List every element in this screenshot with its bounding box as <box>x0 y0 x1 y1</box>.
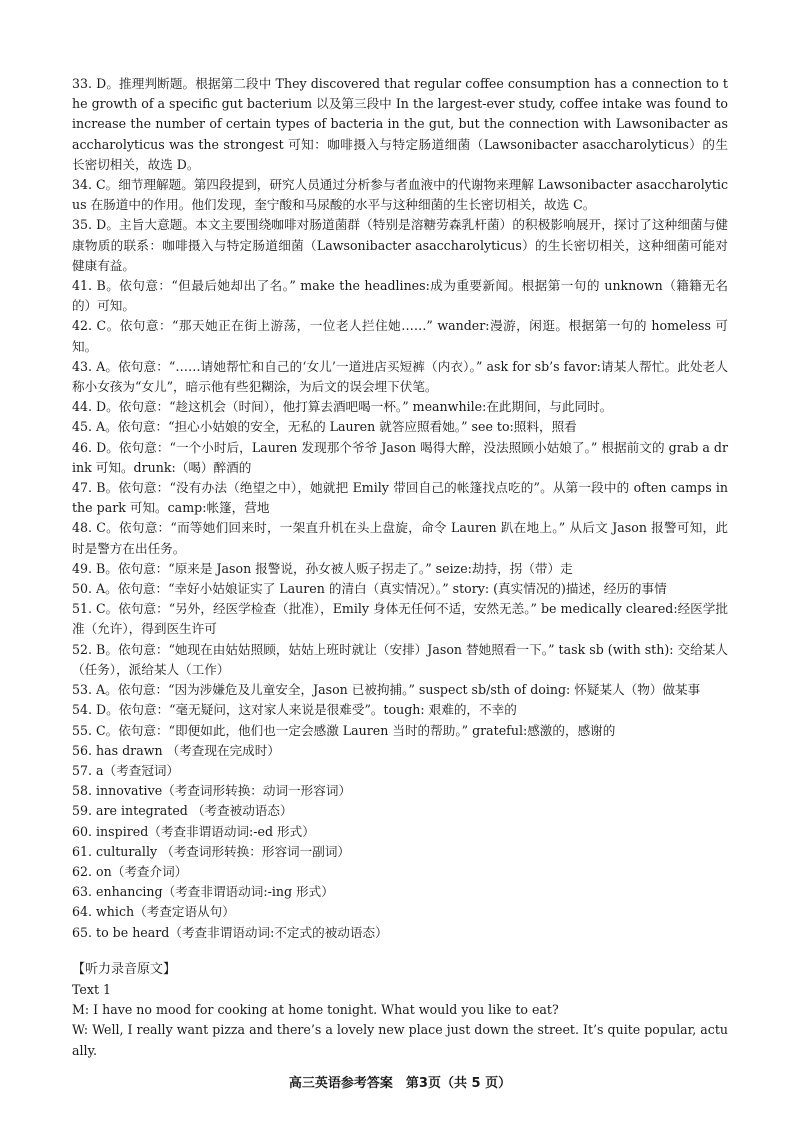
answer-52: 52. B。依句意：“她现在由姑姑照顾，姑姑上班时就让（安排）Jason 替她照看一下。” task sb (with sth): 交给某人（任务），派给某人（工作） <box>72 641 728 677</box>
listening-text-label: Text 1 <box>72 981 112 997</box>
listening-line-2: W: Well, I really want pizza and there’s a lovely new place just down the street. It’s quite popular, actually. <box>72 1022 728 1058</box>
listening-line-1: M: I have no mood for cooking at home tonight. What would you like to eat? <box>72 1002 559 1018</box>
answer-46: 46. D。依句意：“一个小时后，Lauren 发现那个爷爷 Jason 喝得大醉，没法照顾小姑娘了。” 根据前文的 grab a drink 可知。drunk:（喝）醉酒的 <box>72 439 728 475</box>
page-footer: 高三英语参考答案 第3页（共 5 页） <box>288 1076 512 1091</box>
answer-41: 41. B。依句意：“但最后她却出了名。” make the headlines:成为重要新闻。根据第一句的 unknown（籍籍无名的）可知。 <box>72 278 728 314</box>
answer-48: 48. C。依句意：“而等她们回来时，一架直升机在头上盘旋，命令 Lauren 趴在地上。” 从后文 Jason 报警可知，此时是警方在出任务。 <box>72 520 728 556</box>
answer-63: 63. enhancing（考查非谓语动词:-ing 形式） <box>72 884 334 900</box>
answer-59: 59. are integrated （考查被动语态） <box>72 803 293 819</box>
listening-heading: 【听力录音原文】 <box>72 961 177 977</box>
answer-49: 49. B。依句意：“原来是 Jason 报警说，孙女被人贩子拐走了。” seize:劫持，拐（带）走 <box>72 560 573 576</box>
answer-34: 34. C。细节理解题。第四段提到，研究人员通过分析参与者血液中的代谢物来理解 Lawsonibacter asaccharolyticus 在肠道中的作用。他们发现，奎宁酸和马尿酸的水平与这种细菌的生长密切相关，故选 C。 <box>72 177 728 213</box>
answer-key-body <box>72 74 728 1061</box>
answer-44: 44. D。依句意：“趁这机会（时间），他打算去酒吧喝一杯。” meanwhile:在此期间，与此同时。 <box>72 399 613 415</box>
answer-65: 65. to be heard（考查非谓语动词:不定式的被动语态） <box>72 924 388 940</box>
answer-56: 56. has drawn （考查现在完成时） <box>72 742 280 758</box>
answer-61: 61. culturally （考查词形转换：形容词一副词） <box>72 843 351 859</box>
answer-55: 55. C。依句意：“即便如此，他们也一定会感激 Lauren 当时的帮助。” grateful:感激的，感谢的 <box>72 722 616 738</box>
answer-64: 64. which（考查定语从句） <box>72 904 235 920</box>
answer-45: 45. A。依句意：“担心小姑娘的安全，无私的 Lauren 就答应照看她。” see to:照料，照看 <box>72 419 577 435</box>
answer-58: 58. innovative（考查词形转换：动词一形容词） <box>72 783 352 799</box>
answer-57: 57. a（考查冠词） <box>72 762 180 778</box>
answer-60: 60. inspired（考查非谓语动词:-ed 形式） <box>72 823 315 839</box>
answer-54: 54. D。依句意：“毫无疑问，这对家人来说是很难受”。tough: 艰难的，不幸的 <box>72 702 517 718</box>
answer-33: 33. D。推理判断题。根据第二段中 They discovered that regular coffee consumption has a connection to the growth of a specific gut bacterium 以及第三段中 In the largest-ever study, coffee intake was found to increase the number of certain types of bacteria in the gut, but the connection with Lawsonibacter asaccharolyticus was the strongest 可知：咖啡摄入与特定肠道细菌（Lawsonibacter asaccharolyticus）的生长密切相关，故选 D。 <box>72 76 728 172</box>
answer-62: 62. on（考查介词） <box>72 863 188 879</box>
answer-50: 50. A。依句意：“幸好小姑娘证实了 Lauren 的清白（真实情况）。” story: (真实情况的)描述，经历的事情 <box>72 581 667 597</box>
answer-42: 42. C。依句意：“那天她正在街上游荡，一位老人拦住她……” wander:漫游，闲逛。根据第一句的 homeless 可知。 <box>72 318 728 354</box>
answer-35: 35. D。主旨大意题。本文主要围绕咖啡对肠道菌群（特别是溶糖劳森乳杆菌）的积极影响展开，探讨了这种细菌与健康物质的联系：咖啡摄入与特定肠道细菌（Lawsonibacter asaccharolyticus）的生长密切相关，这种细菌可能对健康有益。 <box>72 217 728 273</box>
answer-43: 43. A。依句意：“……请她帮忙和自己的‘女儿’一道进店买短裤（内衣）。” ask for sb’s favor:请某人帮忙。此处老人称小女孩为“女儿”，暗示他有些犯糊涂，为后文的误会埋下伏笔。 <box>72 358 728 395</box>
answer-51: 51. C。依句意：“另外，经医学检查（批准），Emily 身体无任何不适，安然无恙。” be medically cleared:经医学批准（允许），得到医生许可 <box>72 601 728 637</box>
answer-47: 47. B。依句意：“没有办法（绝望之中），她就把 Emily 带回自己的帐篷找点吃的”。从第一段中的 often camps in the park 可知。camp:帐篷，营地 <box>72 480 728 516</box>
section-gap <box>72 943 728 960</box>
answer-53: 53. A。依句意：“因为涉嫌危及儿童安全，Jason 已被拘捕。” suspect sb/sth of doing: 怀疑某人（物）做某事 <box>72 682 701 698</box>
